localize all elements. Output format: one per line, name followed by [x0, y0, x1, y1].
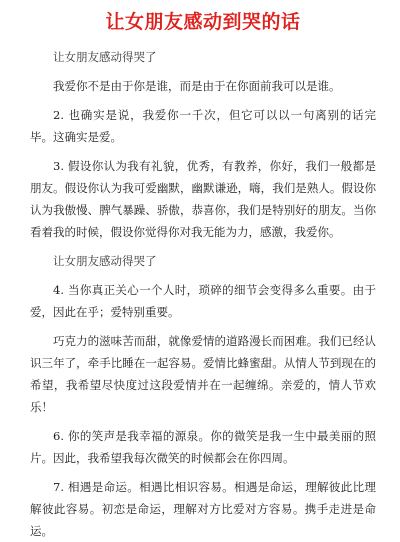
paragraph: 7. 相遇是命运。相遇比相识容易。相遇是命运，理解彼此比理解彼此容易。初恋是命运，理解对方比爱对方容易。携手走进是命运。	[30, 480, 376, 538]
section-heading: 让女朋友感动得哭了	[53, 50, 157, 64]
article-body	[30, 46, 376, 542]
paragraph: 2. 也确实是说，我爱你一千次，但它可以以一句离别的话完毕。这确实是爱。	[30, 108, 376, 144]
paragraph: 3. 假设你认为我有礼貌，优秀，有教养，你好，我们一般都是朋友。假设你认为我可爱幽默，幽默谦逊，嗨，我们是熟人。假设你认为我傲慢、脾气暴躁、骄傲，恭喜你，我们是特别好的朋友。当你看着我的时候，假设你觉得你对我无能为力，感激，我爱你。	[30, 159, 376, 239]
paragraph: 6. 你的笑声是我幸福的源泉。你的微笑是我一生中最美丽的照片。因此，我希望我每次微笑的时候都会在你四周。	[30, 429, 376, 465]
section-heading: 让女朋友感动得哭了	[53, 254, 157, 268]
paragraph: 巧克力的滋味苦而甜，就像爱情的道路漫长而困难。我们已经认识三年了，牵手比睡在一起容易。爱情比蜂蜜甜。从情人节到现在的希望，我希望尽快度过这段爱情并在一起缠绵。亲爱的，情人节欢乐！	[30, 334, 376, 414]
paragraph: 4. 当你真正关心一个人时，琐碎的细节会变得多么重要。由于爱，因此在乎；爱特别重要。	[30, 283, 376, 319]
article-title: 让女朋友感动到哭的话	[105, 11, 301, 33]
paragraph: 我爱你不是由于你是谁，而是由于在你面前我可以是谁。	[53, 79, 341, 93]
